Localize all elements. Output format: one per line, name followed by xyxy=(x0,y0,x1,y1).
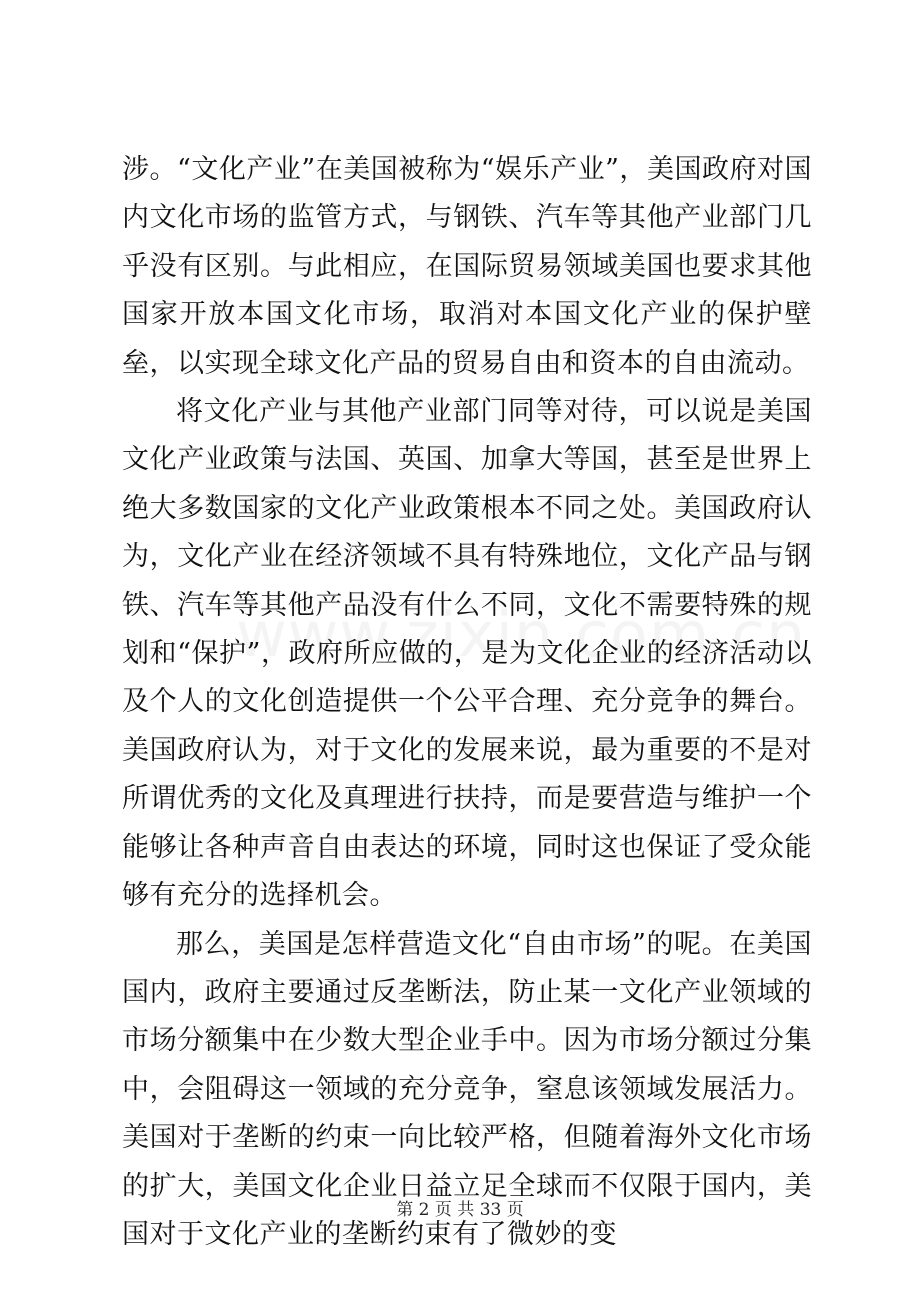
paragraph-1: 涉。“文化产业”在美国被称为“娱乐产业”，美国政府对国内文化市场的监管方式，与钢铁、汽车等其他产业部门几乎没有区别。与此相应，在国际贸易领域美国也要求其他国家开放本国文化市场，取消对本国文化产业的保护壁垒，以实现全球文化产品的贸易自由和资本的自由流动。 xyxy=(122,154,812,379)
body-text xyxy=(122,146,812,1259)
paragraph-2: 将文化产业与其他产业部门同等对待，可以说是美国文化产业政策与法国、英国、加拿大等国，甚至是世界上绝大多数国家的文化产业政策根本不同之处。美国政府认为，文化产业在经济领域不具有特殊地位，文化产品与钢铁、汽车等其他产品没有什么不同，文化不需要特殊的规划和“保护”，政府所应做的，是为文化企业的经济活动以及个人的文化创造提供一个公平合理、充分竞争的舞台。美国政府认为，对于文化的发展来说，最为重要的不是对所谓优秀的文化及真理进行扶持，而是要营造与维护一个能够让各种声音自由表达的环境，同时这也保证了受众能够有充分的选择机会。 xyxy=(122,396,812,912)
page-footer: 第 2 页 共 33 页 xyxy=(396,1200,524,1220)
paragraph-3: 那么，美国是怎样营造文化“自由市场”的呢。在美国国内，政府主要通过反垄断法，防止某一文化产业领域的市场分额集中在少数大型企业手中。因为市场分额过分集中，会阻碍这一领域的充分竞争，窒息该领域发展活力。美国对于垄断的约束一向比较严格，但随着海外文化市场的扩大，美国文化企业日益立足全球而不仅限于国内，美国对于文化产业的垄断约束有了微妙的变 xyxy=(122,928,812,1250)
